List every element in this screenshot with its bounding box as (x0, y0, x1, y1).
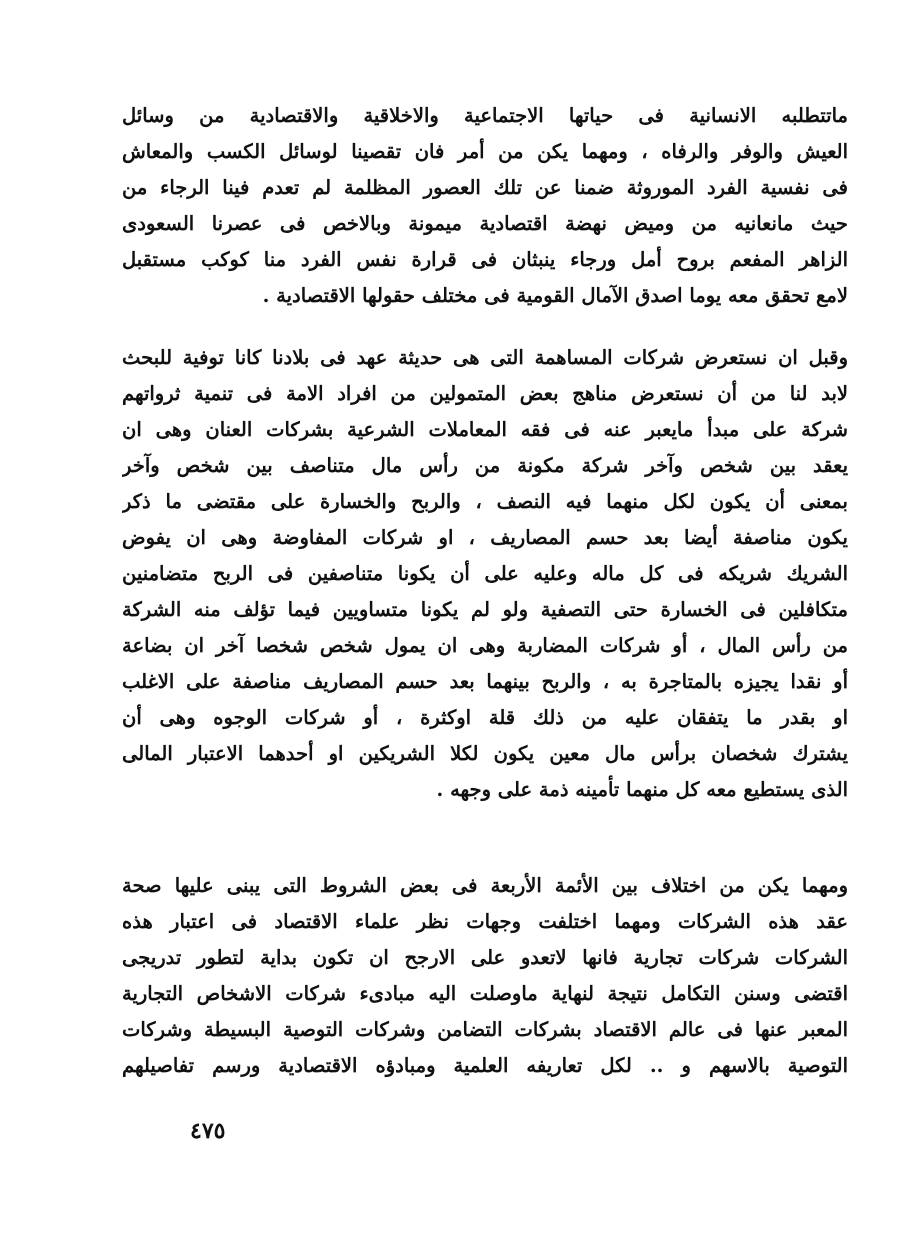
text-line: أو نقدا يجيزه بالمتاجرة به ، والربح بينهما بعد حسم المصاريف مناصفة على الاغلب (122, 670, 848, 693)
text-line: بمعنى أن يكون لكل منهما فيه النصف ، والربح والخسارة على مقتضى ما ذكر (122, 490, 848, 513)
text-line: الشريك شريكه فى كل ماله وعليه على أن يكونا متناصفين فى الربح متضامنين (122, 562, 848, 585)
text-line: او بقدر ما يتفقان عليه من ذلك قلة اوكثرة ، أو شركات الوجوه وهى أن (122, 706, 848, 729)
text-line: يعقد بين شخص وآخر شركة مكونة من رأس مال متناصف بين شخص وآخر (122, 454, 848, 477)
text-line: يشترك شخصان برأس مال معين يكون لكلا الشريكين او أحدهما الاعتبار المالى (122, 742, 848, 765)
text-line: فى نفسية الفرد الموروثة ضمنا عن تلك العصور المظلمة لم تعدم فينا الرجاء من (122, 176, 848, 199)
text-line: اقتضى وسنن التكامل نتيجة لنهاية ماوصلت اليه مبادىء شركات الاشخاص التجارية (122, 982, 848, 1005)
paragraph-1 (122, 98, 848, 314)
text-line: التوصية بالاسهم و .. لكل تعاريفه العلمية ومبادؤه الاقتصادية ورسم تفاصيلهم (122, 1054, 848, 1077)
text-line: من رأس المال ، أو شركات المضاربة وهى ان يمول شخص شخصا آخر ان بضاعة (122, 634, 848, 657)
text-line: ومهما يكن من اختلاف بين الأئمة الأربعة فى بعض الشروط التى يبنى عليها صحة (122, 874, 848, 897)
text-line: عقد هذه الشركات ومهما اختلفت وجهات نظر علماء الاقتصاد فى اعتبار هذه (122, 910, 848, 933)
text-line: الذى يستطيع معه كل منهما تأمينه ذمة على وجهه . (436, 778, 848, 801)
text-line: المعبر عنها فى عالم الاقتصاد بشركات التضامن وشركات التوصية البسيطة وشركات (122, 1018, 848, 1041)
text-line: لابد لنا من أن نستعرض مناهج بعض المتمولين من افراد الامة فى تنمية ثرواتهم (122, 382, 848, 405)
text-line: الشركات شركات تجارية فانها لاتعدو على الارجح ان تكون بداية لتطور تدريجى (122, 946, 848, 969)
text-line: متكافلين فى الخسارة حتى التصفية ولو لم يكونا متساويين فيما تؤلف منه الشركة (122, 598, 848, 621)
text-line: شركة على مبدأ مايعبر عنه فى فقه المعاملات الشرعية بشركات العنان وهى ان (122, 418, 848, 441)
paragraph-3 (122, 868, 848, 1084)
text-line: ماتتطلبه الانسانية فى حياتها الاجتماعية والاخلاقية والاقتصادية من وسائل (122, 104, 848, 127)
text-line: وقبل ان نستعرض شركات المساهمة التى هى حديثة عهد فى بلادنا كانا توفية للبحث (122, 346, 848, 369)
page-number: ٤٧٥ (190, 1118, 226, 1144)
text-line: العيش والوفر والرفاه ، ومهما يكن من أمر فان تقصينا لوسائل الكسب والمعاش (122, 140, 848, 163)
text-line: لامع تحقق معه يوما اصدق الآمال القومية فى مختلف حقولها الاقتصادية . (262, 284, 848, 307)
text-line: يكون مناصفة أيضا بعد حسم المصاريف ، او شركات المفاوضة وهى ان يفوض (122, 526, 848, 549)
text-line: حيث مانعانيه من وميض نهضة اقتصادية ميمونة وبالاخص فى عصرنا السعودى (122, 212, 848, 235)
text-line: الزاهر المفعم بروح أمل ورجاء ينبثان فى قرارة نفس الفرد منا كوكب مستقبل (122, 248, 848, 271)
paragraph-2 (122, 340, 848, 808)
